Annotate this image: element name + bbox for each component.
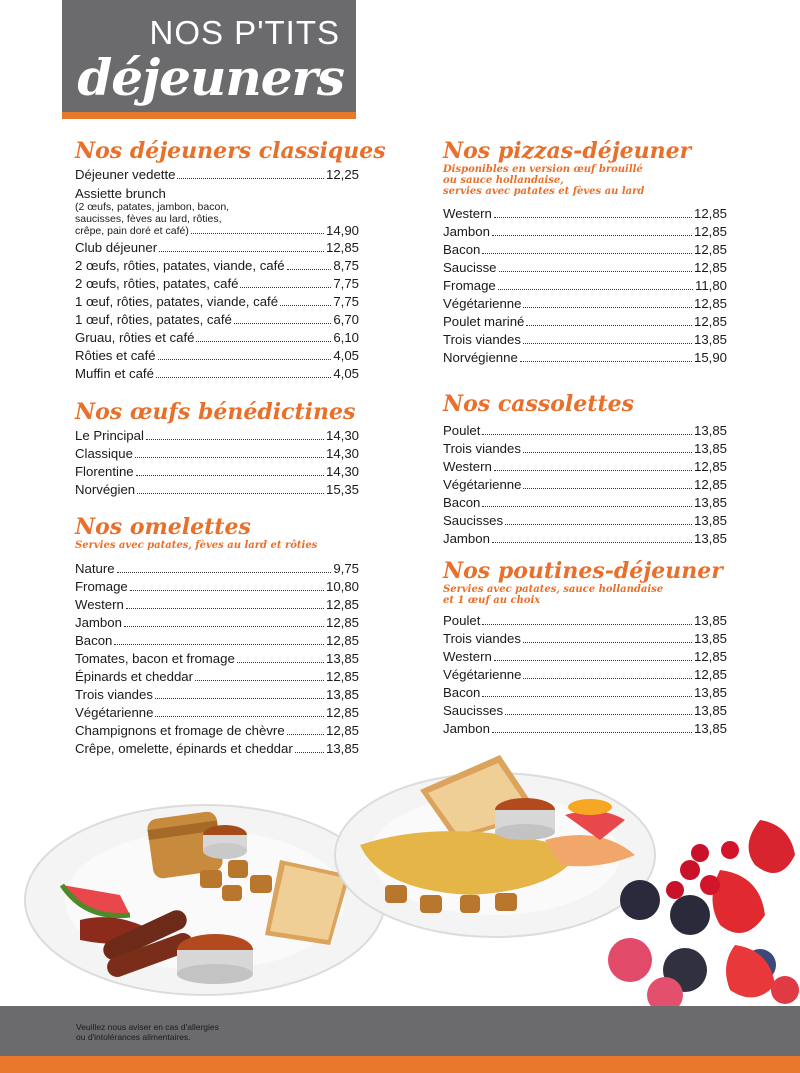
menu-item: [75, 166, 359, 184]
leader-dots: [240, 287, 331, 288]
item-name: Fromage: [443, 278, 496, 293]
leader-dots: [137, 493, 324, 494]
section-subtitle: et 1 œuf au choix: [443, 595, 541, 606]
section-benedictines: [75, 399, 359, 499]
menu-item: [75, 668, 359, 686]
item-name: Bacon: [443, 495, 481, 510]
menu-item: [443, 205, 727, 223]
breakfast-food-illustration: [0, 745, 800, 1007]
section-subtitle: ou sauce hollandaise,: [443, 175, 564, 186]
leader-dots: [494, 660, 692, 661]
item-name: Classique: [75, 446, 133, 461]
item-name: 1 œuf, rôties, patates, viande, café: [75, 294, 279, 309]
item-price: 12,85: [693, 667, 727, 682]
item-price: 12,85: [325, 597, 359, 612]
section-subtitle: servies avec patates et fèves au lard: [443, 186, 645, 197]
item-price: 15,90: [693, 350, 727, 365]
menu-item: [443, 512, 727, 530]
section-title: Nos œufs bénédictines: [75, 399, 356, 425]
leader-dots: [482, 253, 692, 254]
leader-dots: [155, 716, 324, 717]
leader-dots: [494, 470, 692, 471]
leader-dots: [526, 325, 692, 326]
item-price: 14,30: [325, 428, 359, 443]
item-price: 12,85: [325, 705, 359, 720]
item-name: Assiette brunch: [75, 186, 166, 201]
leader-dots: [482, 506, 692, 507]
item-name: Le Principal: [75, 428, 144, 443]
section-poutines: [443, 558, 727, 738]
item-price: 13,85: [693, 441, 727, 456]
menu-item: [443, 476, 727, 494]
menu-item: [443, 666, 727, 684]
leader-dots: [195, 680, 324, 681]
item-price: 9,75: [333, 561, 359, 576]
allergy-note: [76, 1022, 296, 1042]
item-name: Déjeuner vedette: [75, 167, 176, 182]
item-desc-last: [75, 225, 359, 237]
item-name: Jambon: [443, 721, 490, 736]
item-price: 4,05: [333, 366, 359, 381]
allergy-note-line: Veuillez nous aviser en cas d'allergies: [76, 1022, 219, 1032]
leader-dots: [492, 235, 692, 236]
item-name: Western: [75, 597, 124, 612]
item-price: 12,85: [325, 669, 359, 684]
section-omelettes: [75, 514, 359, 758]
leader-dots: [492, 542, 692, 543]
leader-dots: [494, 217, 692, 218]
header-title-line1: NOS P'TITS: [149, 14, 340, 51]
leader-dots: [498, 289, 693, 290]
item-price: 10,80: [325, 579, 359, 594]
section-title: Nos omelettes: [75, 514, 251, 540]
item-name: Florentine: [75, 464, 134, 479]
item-name: Végétarienne: [443, 296, 522, 311]
menu-item: [443, 313, 727, 331]
header-title-line2: déjeuners: [77, 48, 344, 107]
item-price: 12,85: [693, 459, 727, 474]
leader-dots: [482, 434, 692, 435]
menu-item: [443, 530, 727, 548]
item-price: 12,85: [693, 649, 727, 664]
item-name: Tomates, bacon et fromage: [75, 651, 235, 666]
leader-dots: [155, 698, 324, 699]
item-price: 6,70: [333, 312, 359, 327]
item-name: Végétarienne: [75, 705, 154, 720]
item-desc-line: crêpe, pain doré et café): [75, 225, 189, 237]
allergy-note-line: ou d'intolérances alimentaires.: [76, 1032, 191, 1042]
item-name: Saucisses: [443, 513, 504, 528]
item-price: 13,85: [693, 332, 727, 347]
item-name: Poulet: [443, 613, 481, 628]
menu-item: [75, 560, 359, 578]
menu-item: [443, 440, 727, 458]
leader-dots: [130, 590, 324, 591]
menu-item: [443, 720, 727, 738]
leader-dots: [523, 642, 692, 643]
section-title: Nos déjeuners classiques: [75, 138, 386, 164]
section-pizzas: [443, 138, 727, 367]
menu-item: [443, 422, 727, 440]
menu-item: [75, 257, 359, 275]
menu-item: [443, 458, 727, 476]
item-price: 13,85: [693, 631, 727, 646]
leader-dots: [523, 488, 692, 489]
section-subtitle: Servies avec patates, fèves au lard et rôties: [75, 540, 318, 551]
leader-dots: [505, 524, 692, 525]
item-name: Rôties et café: [75, 348, 156, 363]
menu-item: [75, 329, 359, 347]
leader-dots: [482, 696, 692, 697]
leader-dots: [117, 572, 332, 573]
menu-item: [75, 445, 359, 463]
leader-dots: [124, 626, 324, 627]
item-name: Western: [443, 206, 492, 221]
item-name: Gruau, rôties et café: [75, 330, 195, 345]
menu-item: [75, 578, 359, 596]
item-name: Jambon: [443, 531, 490, 546]
item-name: Muffin et café: [75, 366, 154, 381]
menu-item: [443, 331, 727, 349]
menu-item: [75, 614, 359, 632]
item-price: 14,30: [325, 464, 359, 479]
leader-dots: [234, 323, 331, 324]
item-price: 12,85: [693, 296, 727, 311]
menu-item: [443, 494, 727, 512]
item-price: 12,85: [693, 477, 727, 492]
leader-dots: [287, 269, 332, 270]
item-name: 2 œufs, rôties, patates, café: [75, 276, 239, 291]
item-desc-line: saucisses, fèves au lard, rôties,: [75, 213, 222, 225]
item-name: Trois viandes: [75, 687, 153, 702]
section-title: Nos cassolettes: [443, 391, 634, 417]
leader-dots: [523, 343, 692, 344]
item-price: 4,05: [333, 348, 359, 363]
leader-dots: [482, 624, 692, 625]
menu-item: [75, 650, 359, 668]
menu-list: [443, 205, 727, 367]
item-name: Nature: [75, 561, 115, 576]
section-classiques: [75, 138, 386, 383]
menu-item: [75, 481, 359, 499]
leader-dots: [287, 734, 324, 735]
item-name: Trois viandes: [443, 441, 521, 456]
section-subtitle: Disponibles en version œuf brouillé: [443, 164, 643, 175]
leader-dots: [499, 271, 692, 272]
menu-item: [443, 295, 727, 313]
item-desc-line: (2 œufs, patates, jambon, bacon,: [75, 201, 230, 213]
leader-dots: [126, 608, 324, 609]
menu-list: [75, 560, 359, 758]
item-price: 13,85: [325, 687, 359, 702]
item-price: 14,90: [325, 223, 359, 238]
item-price: 12,85: [325, 723, 359, 738]
leader-dots: [135, 457, 324, 458]
item-price: 12,85: [325, 615, 359, 630]
leader-dots: [492, 732, 692, 733]
menu-item: [75, 686, 359, 704]
item-price: 13,85: [693, 703, 727, 718]
item-price: 8,75: [333, 258, 359, 273]
item-price: 13,85: [325, 651, 359, 666]
item-name: Fromage: [75, 579, 128, 594]
item-name: Saucisse: [443, 260, 497, 275]
menu-item: [443, 349, 727, 367]
menu-list: [443, 612, 727, 738]
leader-dots: [114, 644, 324, 645]
menu-item: [443, 684, 727, 702]
page-footer: [0, 1006, 800, 1056]
section-cassolettes: [443, 391, 727, 548]
menu-item: [443, 223, 727, 241]
leader-dots: [136, 475, 324, 476]
item-price: 13,85: [693, 495, 727, 510]
item-name: Western: [443, 649, 492, 664]
leader-dots: [520, 361, 692, 362]
leader-dots: [280, 305, 331, 306]
leader-dots: [523, 678, 692, 679]
leader-dots: [177, 178, 324, 179]
item-price: 13,85: [693, 423, 727, 438]
item-price: 12,85: [693, 206, 727, 221]
item-price: 13,85: [693, 513, 727, 528]
menu-list: [443, 422, 727, 548]
menu-list: [75, 427, 359, 499]
menu-item: [75, 293, 359, 311]
item-name: Norvégien: [75, 482, 136, 497]
section-title: Nos poutines-déjeuner: [443, 558, 723, 584]
item-price: 13,85: [325, 741, 359, 756]
item-price: 12,85: [325, 240, 359, 255]
item-name: 2 œufs, rôties, patates, viande, café: [75, 258, 285, 273]
item-name: Bacon: [443, 685, 481, 700]
menu-list-rest: [75, 239, 359, 383]
footer-accent-bar: [0, 1056, 800, 1073]
menu-item: [443, 612, 727, 630]
item-name: Poulet mariné: [443, 314, 525, 329]
leader-dots: [523, 307, 692, 308]
menu-item: [443, 648, 727, 666]
item-price: 12,85: [693, 224, 727, 239]
item-price: 12,85: [693, 242, 727, 257]
page-header: [62, 0, 356, 112]
item-name: Bacon: [443, 242, 481, 257]
section-title: Nos pizzas-déjeuner: [443, 138, 692, 164]
menu-item: [75, 704, 359, 722]
item-price: 7,75: [333, 276, 359, 291]
item-price: 14,30: [325, 446, 359, 461]
item-name: Épinards et cheddar: [75, 669, 194, 684]
leader-dots: [146, 439, 324, 440]
item-name: Saucisses: [443, 703, 504, 718]
leader-dots: [156, 377, 331, 378]
item-name: 1 œuf, rôties, patates, café: [75, 312, 232, 327]
item-name: Poulet: [443, 423, 481, 438]
menu-item: [75, 427, 359, 445]
menu-item: [443, 702, 727, 720]
item-name: Norvégienne: [443, 350, 518, 365]
item-name: Trois viandes: [443, 631, 521, 646]
item-name: Végétarienne: [443, 667, 522, 682]
leader-dots: [523, 452, 692, 453]
item-price: 13,85: [693, 721, 727, 736]
menu-item: [443, 630, 727, 648]
leader-dots: [158, 359, 332, 360]
menu-item-brunch: [75, 186, 359, 237]
menu-item: [75, 596, 359, 614]
menu-item: [75, 463, 359, 481]
leader-dots: [196, 341, 331, 342]
item-name: Trois viandes: [443, 332, 521, 347]
item-price: 15,35: [325, 482, 359, 497]
item-name: Club déjeuner: [75, 240, 158, 255]
item-name: Western: [443, 459, 492, 474]
item-price: 12,85: [693, 260, 727, 275]
item-name: Jambon: [443, 224, 490, 239]
menu-item: [75, 311, 359, 329]
header-accent-bar: [62, 112, 356, 119]
item-price: 7,75: [333, 294, 359, 309]
item-price: 12,85: [693, 314, 727, 329]
menu-item: [443, 241, 727, 259]
item-price: 12,25: [325, 167, 359, 182]
leader-dots: [159, 251, 324, 252]
leader-dots: [505, 714, 692, 715]
item-name: Végétarienne: [443, 477, 522, 492]
menu-list: [75, 166, 359, 383]
leader-dots: [191, 233, 324, 234]
item-price: 13,85: [693, 613, 727, 628]
menu-item: [75, 722, 359, 740]
menu-item: [443, 259, 727, 277]
item-price: 11,80: [694, 278, 727, 293]
leader-dots: [237, 662, 324, 663]
item-price: 13,85: [693, 685, 727, 700]
section-subtitle: Servies avec patates, sauce hollandaise: [443, 584, 664, 595]
item-name: Crêpe, omelette, épinards et cheddar: [75, 741, 293, 756]
menu-item: [75, 365, 359, 383]
item-name: Jambon: [75, 615, 122, 630]
item-name: Champignons et fromage de chèvre: [75, 723, 285, 738]
menu-item: [75, 275, 359, 293]
item-price: 6,10: [333, 330, 359, 345]
item-name: Bacon: [75, 633, 113, 648]
item-price: 13,85: [693, 531, 727, 546]
menu-item: [443, 277, 727, 295]
menu-item: [75, 347, 359, 365]
item-price: 12,85: [325, 633, 359, 648]
menu-item: [75, 632, 359, 650]
menu-item: [75, 239, 359, 257]
